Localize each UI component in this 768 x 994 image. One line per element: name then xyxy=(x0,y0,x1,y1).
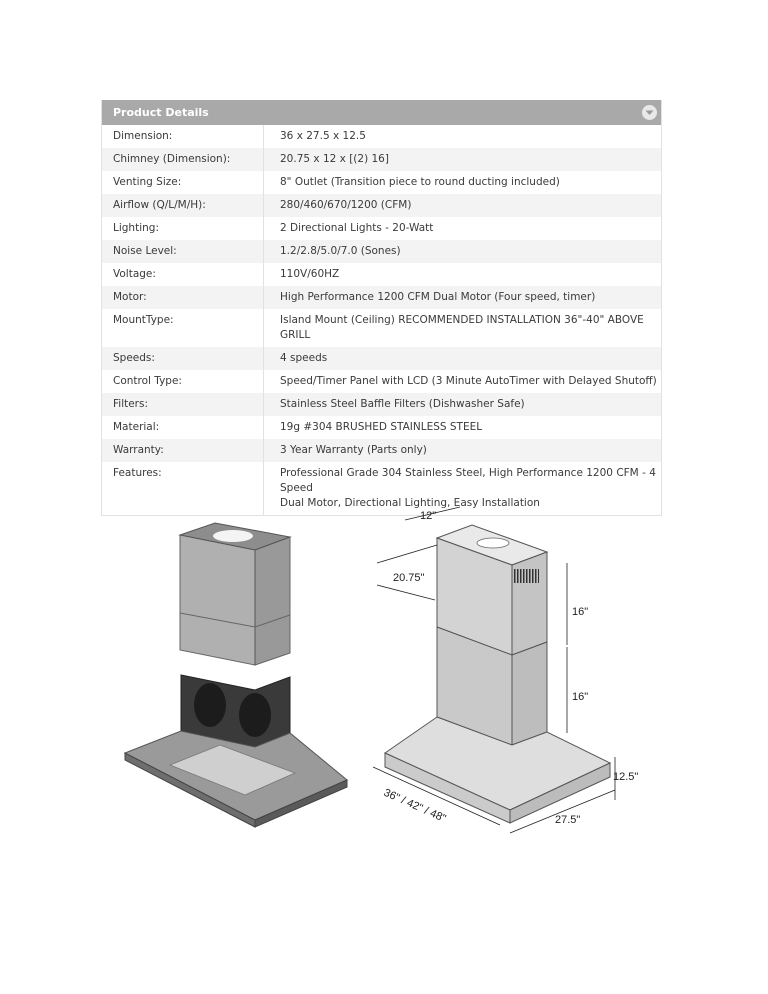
spec-label: Voltage: xyxy=(102,263,264,286)
spec-value: Professional Grade 304 Stainless Steel, High Performance 1200 CFM - 4 Speed Dual Motor, Directional Lighting, Easy Installation xyxy=(280,467,656,509)
dim-chimney-depth-label: 20.75" xyxy=(393,572,425,584)
spec-row xyxy=(102,217,661,240)
spec-row xyxy=(102,439,661,462)
spec-label: Venting Size: xyxy=(102,171,264,194)
spec-label: Noise Level: xyxy=(102,240,264,263)
spec-row xyxy=(102,370,661,393)
hood-dimension-drawing xyxy=(373,507,638,833)
spec-value: 36 x 27.5 x 12.5 xyxy=(280,130,366,142)
product-details-panel xyxy=(101,100,662,516)
product-diagram xyxy=(115,505,645,845)
spec-row xyxy=(102,148,661,171)
dim-top-label: 12" xyxy=(420,510,437,522)
dim-upper-label: 16" xyxy=(572,606,589,618)
spec-label: Dimension: xyxy=(102,125,264,148)
spec-value: High Performance 1200 CFM Dual Motor (Four speed, timer) xyxy=(280,291,596,303)
spec-label: Airflow (Q/L/M/H): xyxy=(102,194,264,217)
spec-row xyxy=(102,286,661,309)
spec-row xyxy=(102,194,661,217)
panel-title: Product Details xyxy=(113,106,209,119)
spec-value: Island Mount (Ceiling) RECOMMENDED INSTALLATION 36"-40" ABOVE GRILL xyxy=(280,314,644,341)
spec-label: MountType: xyxy=(102,309,264,347)
dim-depth-label: 27.5" xyxy=(555,814,581,826)
spec-label: Warranty: xyxy=(102,439,264,462)
spec-value: 3 Year Warranty (Parts only) xyxy=(280,444,427,456)
spec-row xyxy=(102,171,661,194)
spec-value: 4 speeds xyxy=(280,352,328,364)
spec-row xyxy=(102,347,661,370)
spec-value: 2 Directional Lights - 20-Watt xyxy=(280,222,434,234)
spec-label: Control Type: xyxy=(102,370,264,393)
spec-row xyxy=(102,309,661,347)
spec-label: Speeds: xyxy=(102,347,264,370)
spec-value: 280/460/670/1200 (CFM) xyxy=(280,199,412,211)
spec-value: Stainless Steel Baffle Filters (Dishwasher Safe) xyxy=(280,398,525,410)
hood-xray-illustration xyxy=(125,523,347,827)
spec-label: Features: xyxy=(102,462,264,515)
spec-row xyxy=(102,125,661,148)
spec-row xyxy=(102,393,661,416)
spec-label: Motor: xyxy=(102,286,264,309)
spec-row xyxy=(102,263,661,286)
dim-lower-label: 16" xyxy=(572,691,589,703)
chevron-down-icon[interactable] xyxy=(642,105,657,120)
panel-header[interactable] xyxy=(102,100,661,125)
spec-label: Filters: xyxy=(102,393,264,416)
spec-label: Chimney (Dimension): xyxy=(102,148,264,171)
spec-label: Material: xyxy=(102,416,264,439)
dim-width-label: 36" / 42" / 48" xyxy=(381,786,448,825)
spec-row xyxy=(102,240,661,263)
spec-label: Lighting: xyxy=(102,217,264,240)
spec-value: Speed/Timer Panel with LCD (3 Minute AutoTimer with Delayed Shutoff) xyxy=(280,375,657,387)
spec-value: 19g #304 BRUSHED STAINLESS STEEL xyxy=(280,421,483,433)
spec-value: 110V/60HZ xyxy=(280,268,340,280)
spec-value: 8" Outlet (Transition piece to round ducting included) xyxy=(280,176,560,188)
spec-value: 20.75 x 12 x [(2) 16] xyxy=(280,153,389,165)
spec-value: 1.2/2.8/5.0/7.0 (Sones) xyxy=(280,245,401,257)
spec-table xyxy=(102,125,661,515)
spec-row xyxy=(102,416,661,439)
dim-height-label: 12.5" xyxy=(613,771,639,783)
